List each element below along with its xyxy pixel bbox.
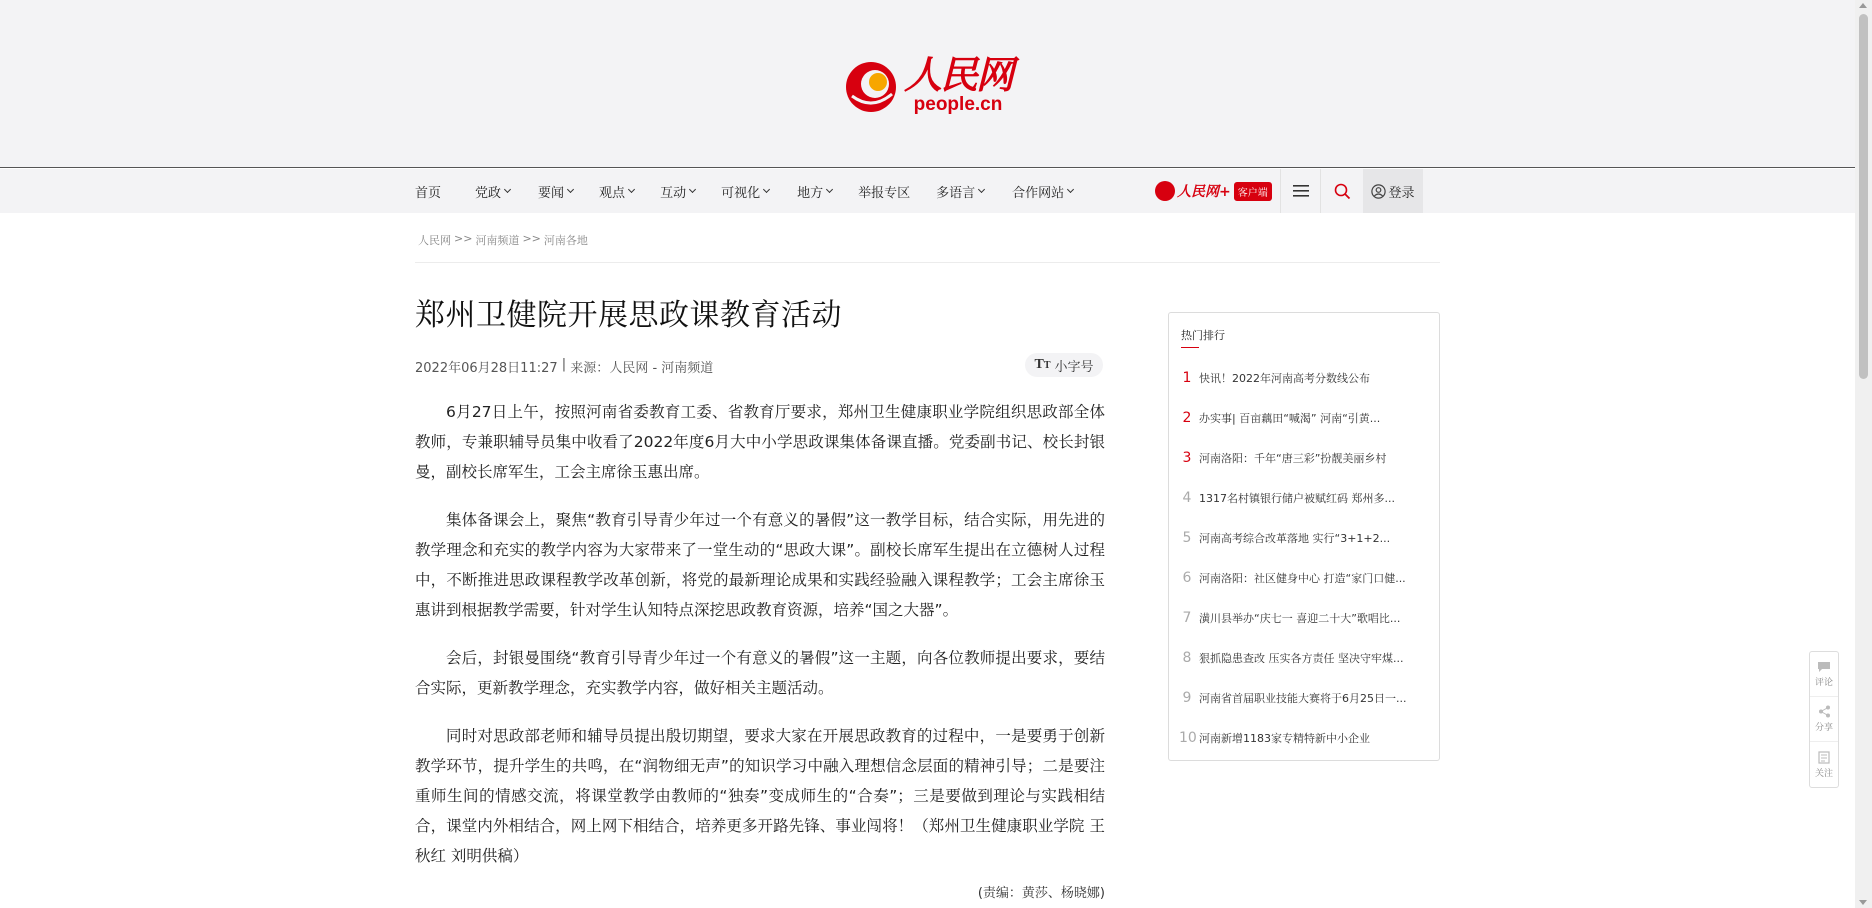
hot-list-item[interactable] (1179, 558, 1429, 598)
hot-item-title: 狠抓隐患查改 压实各方责任 坚决守牢煤... (1199, 652, 1404, 665)
follow-button[interactable] (1810, 742, 1838, 787)
hot-item-title: 河南省首届职业技能大赛将于6月25日一... (1199, 692, 1407, 705)
chevron-down-icon (1067, 185, 1074, 192)
nav-item-label: 多语言 (936, 185, 976, 201)
share-icon (1818, 705, 1831, 718)
main-nav (0, 169, 1855, 213)
search-icon (1334, 183, 1351, 200)
hot-rank-number: 1 (1182, 370, 1192, 386)
font-size-toggle[interactable] (1025, 353, 1103, 377)
nav-item-label: 可视化 (721, 185, 761, 201)
masthead (0, 0, 1855, 168)
article-paragraph: 同时对思政部老师和辅导员提出殷切期望，要求大家在开展思政教育的过程中，一是要勇于创新教学环节，提升学生的共鸣，在“润物细无声”的知识学习中融入理想信念层面的精神引导；二是要注重师生间的情感交流，将课堂教学由教师的“独奏”变成师生的“合奏”；三是要做到理论与实践相结合，课堂内外相结合，网上网下相结合，培养更多开路先锋、事业闯将！（郑州卫生健康职业学院 王秋红 刘明供稿） (415, 727, 1105, 865)
hot-rank-number: 2 (1182, 410, 1192, 426)
nav-items (415, 169, 1073, 213)
nav-item[interactable] (858, 169, 910, 213)
scroll-down-arrow-icon[interactable] (1859, 900, 1867, 905)
page-scrollbar[interactable] (1855, 0, 1872, 908)
article-editor: (责编：黄莎、杨晓娜) (977, 886, 1105, 901)
nav-item[interactable] (936, 169, 984, 213)
font-size-label: 小字号 (1054, 359, 1094, 375)
hot-list-item[interactable] (1179, 598, 1429, 638)
nav-item[interactable] (660, 169, 695, 213)
nav-item-label: 地方 (797, 185, 824, 201)
user-icon (1371, 184, 1386, 199)
hot-ranking-panel (1168, 312, 1440, 761)
hot-rank-number: 6 (1182, 570, 1192, 586)
comment-button[interactable] (1810, 652, 1838, 697)
hot-item-title: 河南洛阳：社区健身中心 打造“家门口健... (1199, 572, 1406, 585)
hot-list-item[interactable] (1179, 478, 1429, 518)
article-paragraph: 集体备课会上，聚焦“教育引导青少年过一个有意义的暑假”这一教学目标，结合实际，用先进的教学理念和充实的教学内容为大家带来了一堂生动的“思政大课”。副校长席军生提出在立德树人过程中，不断推进思政课程教学改革创新，将党的最新理论成果和实践经验融入课程教学；工会主席徐玉惠讲到根据教学需要，针对学生认知特点深挖思政教育资源，培养“国之大器”。 (415, 511, 1105, 619)
hot-item-title: 快讯！2022年河南高考分数线公布 (1199, 372, 1370, 385)
hot-item-title: 1317名村镇银行储户被赋红码 郑州多... (1199, 492, 1395, 505)
nav-item[interactable] (599, 169, 634, 213)
hot-title-underline (1181, 347, 1199, 348)
hot-item-title: 河南新增1183家专精特新中小企业 (1199, 732, 1370, 745)
chevron-down-icon (567, 185, 574, 192)
hot-list-item[interactable] (1179, 438, 1429, 478)
follow-icon (1818, 751, 1830, 764)
share-label: 分享 (1814, 723, 1833, 733)
side-tools (1809, 651, 1839, 788)
hot-list-item[interactable] (1179, 718, 1429, 758)
source-label: 来源： (570, 361, 610, 376)
hot-list-item[interactable] (1179, 518, 1429, 558)
nav-item-label: 合作网站 (1012, 185, 1065, 201)
article-meta (415, 357, 713, 376)
hot-rank-number: 4 (1182, 490, 1192, 506)
breadcrumb-separator: >> (454, 232, 473, 245)
hamburger-icon (1293, 184, 1309, 198)
app-client-badge[interactable] (1155, 178, 1272, 204)
breadcrumb-separator: >> (522, 232, 541, 245)
article-body (415, 397, 1105, 889)
font-size-icon: TT (1034, 357, 1051, 372)
site-logo[interactable] (842, 50, 1017, 120)
breadcrumb-link[interactable]: 河南频道 (475, 234, 520, 247)
hot-rank-number: 5 (1182, 530, 1192, 546)
article-datetime: 2022年06月28日11:27 (415, 361, 558, 376)
hot-rank-number: 10 (1179, 730, 1197, 746)
nav-item[interactable] (538, 169, 573, 213)
hot-rank-number: 7 (1182, 610, 1192, 626)
hot-ranking-title: 热门排行 (1181, 329, 1225, 342)
chevron-down-icon (826, 185, 833, 192)
hot-item-title: 潢川县举办“庆七一 喜迎二十大”歌唱比... (1199, 612, 1401, 625)
follow-label: 关注 (1814, 768, 1833, 779)
hot-rank-number: 8 (1182, 650, 1192, 666)
chevron-down-icon (763, 185, 770, 192)
hot-rank-number: 9 (1182, 690, 1192, 706)
people-logo-icon (842, 56, 900, 114)
scroll-thumb[interactable] (1859, 14, 1868, 379)
logo-chinese-text: 人民网 (904, 52, 1013, 97)
nav-item[interactable] (1012, 169, 1073, 213)
hot-ranking-list (1179, 358, 1429, 758)
hot-item-title: 河南高考综合改革落地 实行“3+1+2... (1199, 532, 1391, 545)
hot-list-item[interactable] (1179, 398, 1429, 438)
nav-item[interactable] (475, 169, 510, 213)
login-button[interactable] (1363, 169, 1423, 213)
nav-item-label: 首页 (415, 185, 442, 201)
article-paragraph: 6月27日上午，按照河南省委教育工委、省教育厅要求，郑州卫生健康职业学院组织思政部全体教师，专兼职辅导员集中收看了2022年度6月大中小学思政课集体备课直播。党委副书记、校长封银曼，副校长席军生，工会主席徐玉惠出席。 (415, 403, 1105, 481)
menu-button[interactable] (1280, 169, 1320, 213)
chevron-down-icon (689, 185, 696, 192)
breadcrumb (418, 232, 588, 248)
nav-item-label: 要闻 (538, 185, 565, 201)
comment-icon (1817, 661, 1831, 673)
breadcrumb-divider (415, 262, 1440, 263)
hot-rank-number: 3 (1182, 450, 1192, 466)
search-button[interactable] (1320, 169, 1363, 213)
nav-item-label: 互动 (660, 185, 687, 201)
nav-item[interactable] (721, 169, 769, 213)
hot-item-title: 办实事| 百亩藕田“喊渴” 河南“引黄... (1199, 412, 1381, 425)
share-button[interactable] (1810, 697, 1838, 742)
nav-item-label: 举报专区 (858, 185, 911, 201)
hot-item-title: 河南洛阳：千年“唐三彩”扮靓美丽乡村 (1199, 452, 1387, 465)
hot-list-item[interactable] (1179, 638, 1429, 678)
nav-item[interactable] (415, 169, 441, 213)
article-paragraph: 会后，封银曼围绕“教育引导青少年过一个有意义的暑假”这一主题，向各位教师提出要求，要结合实际，更新教学理念，充实教学内容，做好相关主题活动。 (415, 649, 1105, 697)
article-source-link[interactable]: 人民网 - 河南频道 (609, 361, 714, 376)
breadcrumb-link[interactable]: 河南各地 (543, 234, 588, 247)
article-title: 郑州卫健院开展思政课教育活动 (415, 298, 842, 333)
nav-item-label: 党政 (475, 185, 502, 201)
breadcrumb-link[interactable]: 人民网 (418, 234, 451, 247)
hot-list-item[interactable] (1179, 358, 1429, 398)
chevron-down-icon (504, 185, 511, 192)
chevron-down-icon (978, 185, 985, 192)
comment-label: 评论 (1814, 677, 1833, 688)
chevron-down-icon (628, 185, 635, 192)
scroll-up-arrow-icon[interactable] (1859, 3, 1867, 8)
login-label: 登录 (1388, 185, 1415, 201)
nav-item[interactable] (797, 169, 832, 213)
meta-separator: | (557, 357, 571, 372)
hot-list-item[interactable] (1179, 678, 1429, 718)
app-name: 人民网+ (1177, 184, 1231, 200)
app-logo-icon (1155, 181, 1175, 201)
nav-item-label: 观点 (599, 185, 626, 201)
logo-english-text: people.cn (913, 94, 1003, 115)
app-tag: 客户端 (1234, 182, 1272, 201)
